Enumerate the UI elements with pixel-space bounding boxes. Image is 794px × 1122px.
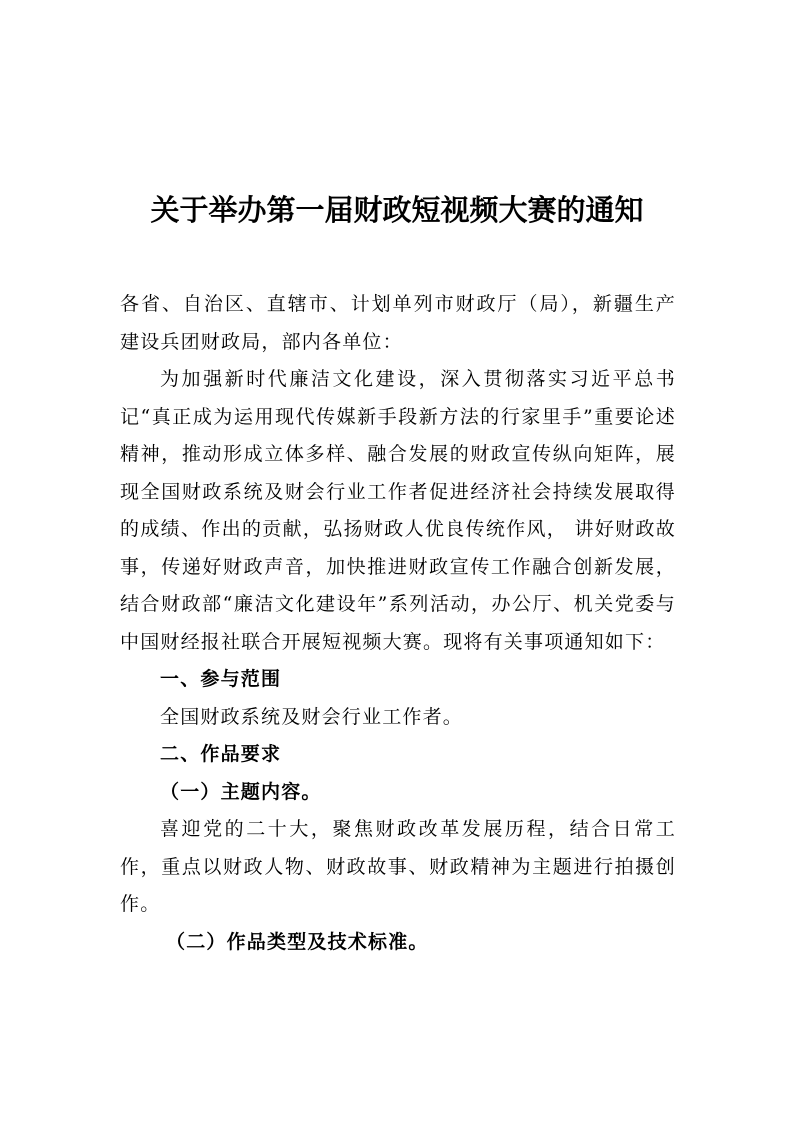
- section-1-text: 全国财政系统及财会行业工作者。: [160, 705, 464, 728]
- section-2-sub-1-text: 喜迎党的二十大，聚焦财政改革发展历程，结合日常工作，重点以财政人物、财政故事、财政精神为主题进行拍摄创作。: [120, 818, 676, 915]
- section-2-sub-2-heading: （二）作品类型及技术标准。: [166, 930, 429, 953]
- intro-paragraph: 为加强新时代廉洁文化建设，深入贯彻落实习近平总书记“真正成为运用现代传媒新手段新方法的行家里手”重要论述精神，推动形成立体多样、融合发展的财政宣传纵向矩阵，展现全国财政系统及财会行业工作者促进经济社会持续发展取得的成绩、作出的贡献，弘扬财政人优良传统作风， 讲好财政故事，传递好财政声音，加快推进财政宣传工作融合创新发展，结合财政部“廉洁文化建设年”系列活动，办公厅、机关党委与中国财经报社联合开展短视频大赛。现将有关事项通知如下：: [120, 368, 676, 653]
- section-2-sub-1-heading: （一）主题内容。: [160, 780, 322, 803]
- section-2-heading: 二、作品要求: [160, 743, 282, 765]
- salutation-paragraph: 各省、自治区、直辖市、计划单列市财政厅（局），新疆生产建设兵团财政局，部内各单位：: [120, 293, 676, 353]
- section-1-heading: 一、参与范围: [160, 668, 282, 690]
- document-body: [120, 286, 676, 961]
- document-title: 关于举办第一届财政短视频大赛的通知: [150, 193, 644, 227]
